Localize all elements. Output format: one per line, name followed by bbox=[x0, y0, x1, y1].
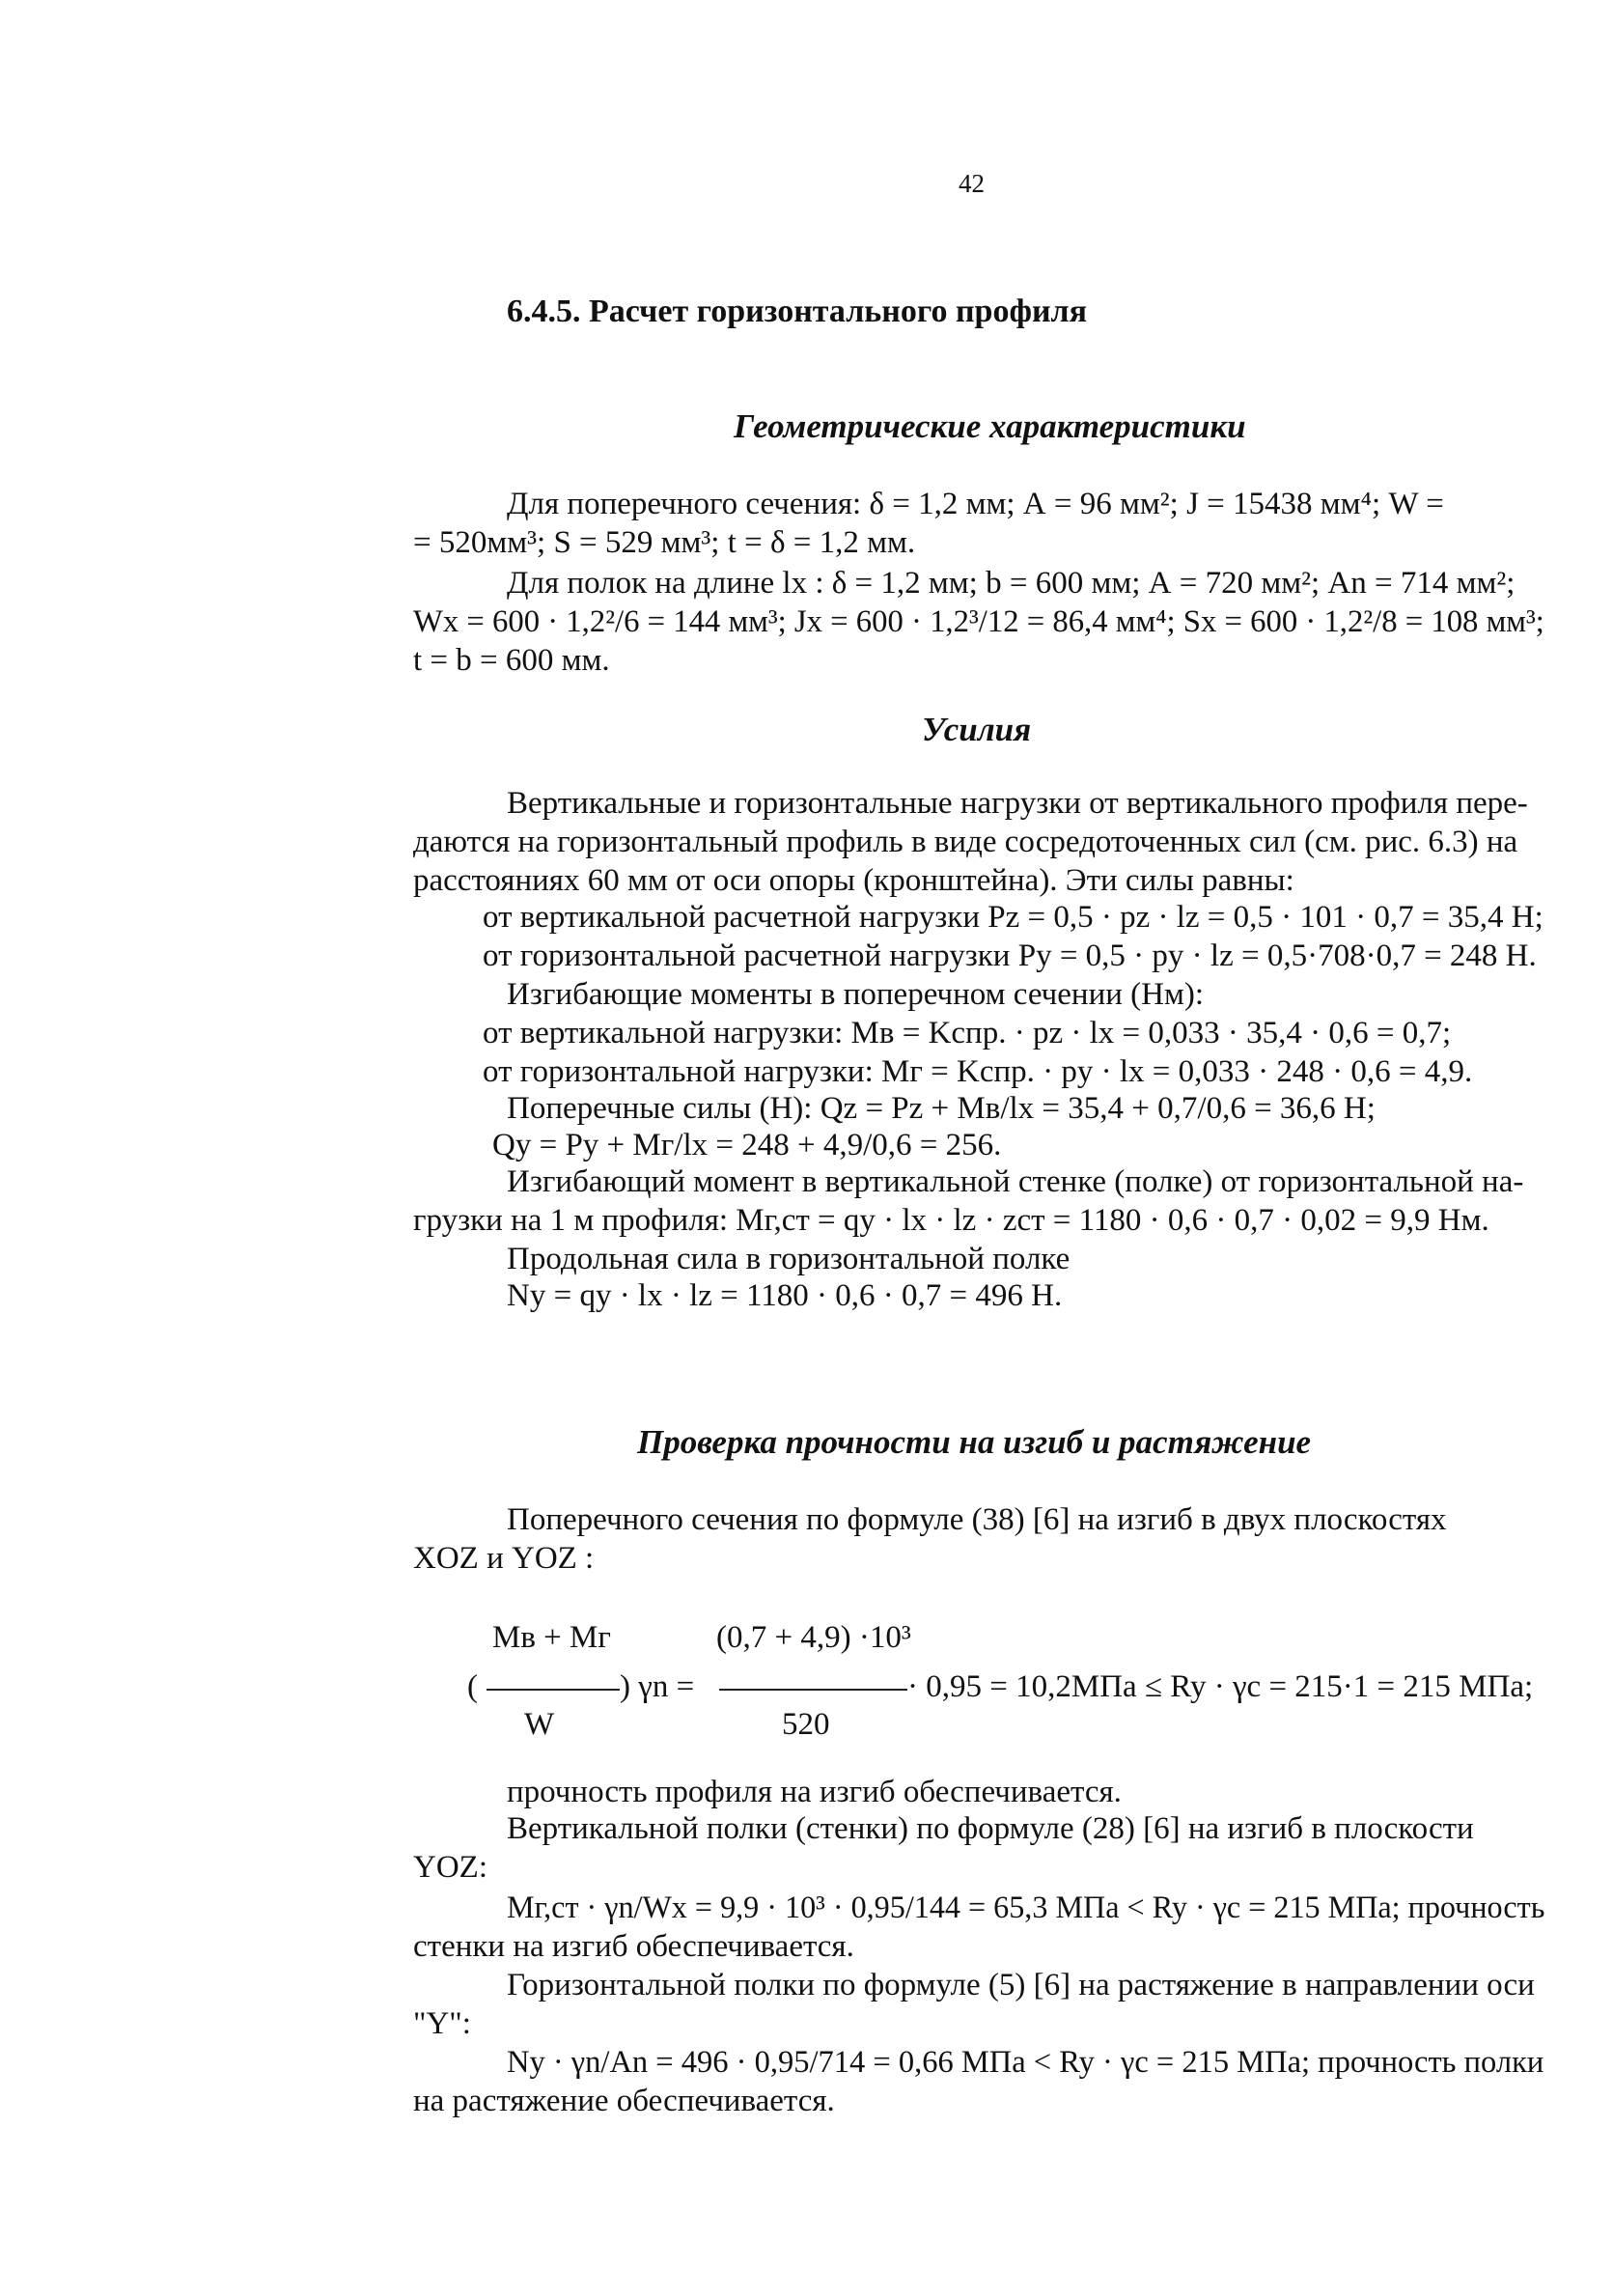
forces-line-10: Продольная сила в горизонтальной полке bbox=[507, 1242, 1071, 1276]
strength-para-11: на растяжение обеспечивается. bbox=[413, 2084, 835, 2118]
section-title: 6.4.5. Расчет горизонтального профиля bbox=[507, 294, 1088, 329]
forces-line-8: Изгибающий момент в вертикальной стенке (полке) от горизонтальной на- bbox=[507, 1164, 1524, 1199]
formula-numerator-right: (0,7 + 4,9) ·10³ bbox=[716, 1620, 911, 1655]
forces-para-2: даются на горизонтальный профиль в виде сосредоточенных сил (см. рис. 6.3) на bbox=[413, 825, 1518, 859]
formula-fraction-bar-right bbox=[719, 1689, 907, 1691]
strength-para-1: Поперечного сечения по формуле (38) [6] на изгиб в двух плоскостях bbox=[507, 1502, 1447, 1537]
strength-para-4: Вертикальной полки (стенки) по формуле (28) [6] на изгиб в плоскости bbox=[507, 1811, 1474, 1846]
geometry-line-2: = 520мм³; S = 529 мм³; t = δ = 1,2 мм. bbox=[413, 525, 916, 560]
strength-heading: Проверка прочности на изгиб и растяжение bbox=[637, 1423, 1312, 1461]
formula-paren-open: ( bbox=[467, 1669, 478, 1704]
strength-para-10: Ny · γn/Аn = 496 · 0,95/714 = 0,66 МПа < Ry · γc = 215 МПа; прочность полки bbox=[507, 2045, 1544, 2080]
forces-line-1: от вертикальной расчетной нагрузки Pz = 0,5 · pz · lz = 0,5 · 101 · 0,7 = 35,4 Н; bbox=[483, 900, 1543, 935]
strength-para-5: YOZ: bbox=[413, 1850, 487, 1885]
strength-para-7: стенки на изгиб обеспечивается. bbox=[413, 1929, 854, 1964]
formula-paren-close: ) γn = bbox=[620, 1669, 695, 1704]
geometry-line-5: t = b = 600 мм. bbox=[413, 643, 610, 678]
forces-line-6: Поперечные силы (Н): Qz = Pz + Мв/lx = 35,4 + 0,7/0,6 = 36,6 Н; bbox=[507, 1091, 1376, 1126]
formula-numerator-left: Мв + Мг bbox=[492, 1620, 611, 1655]
geometry-line-1: Для поперечного сечения: δ = 1,2 мм; А = 96 мм²; J = 15438 мм⁴; W = bbox=[507, 487, 1444, 521]
formula-denominator-right: 520 bbox=[782, 1707, 830, 1742]
forces-para-3: расстояниях 60 мм от оси опоры (кронштейна). Эти силы равны: bbox=[413, 863, 1294, 898]
forces-line-9: грузки на 1 м профиля: Мг,ст = qy · lx · lz · zст = 1180 · 0,6 · 0,7 · 0,02 = 9,9 Нм. bbox=[413, 1203, 1489, 1238]
forces-line-4: от вертикальной нагрузки: Мв = Kспр. · pz · lx = 0,033 · 35,4 · 0,6 = 0,7; bbox=[483, 1016, 1452, 1050]
strength-para-2: XOZ и YOZ : bbox=[413, 1541, 595, 1576]
geometry-line-3: Для полок на длине lx : δ = 1,2 мм; b = 600 мм; А = 720 мм²; Аn = 714 мм²; bbox=[507, 566, 1516, 601]
forces-line-5: от горизонтальной нагрузки: Мг = Kспр. · py · lx = 0,033 · 248 · 0,6 = 4,9. bbox=[483, 1054, 1473, 1089]
formula-fraction-bar-left bbox=[487, 1689, 620, 1691]
strength-para-6: Мг,ст · γn/Wx = 9,9 · 10³ · 0,95/144 = 65,3 МПа < Ry · γc = 215 МПа; прочность bbox=[507, 1890, 1545, 1925]
geometry-line-4: Wx = 600 · 1,2²/6 = 144 мм³; Jx = 600 · 1,2³/12 = 86,4 мм⁴; Sx = 600 · 1,2²/8 = 108 мм³; bbox=[413, 604, 1544, 639]
formula-result: · 0,95 = 10,2МПа ≤ Ry · γc = 215·1 = 215 МПа; bbox=[907, 1669, 1534, 1704]
forces-line-11: Ny = qy · lx · lz = 1180 · 0,6 · 0,7 = 496 Н. bbox=[507, 1278, 1063, 1313]
strength-para-3: прочность профиля на изгиб обеспечивается. bbox=[507, 1775, 1122, 1809]
page-number: 42 bbox=[959, 169, 985, 198]
forces-line-3: Изгибающие моменты в поперечном сечении (Нм): bbox=[507, 977, 1205, 1012]
forces-line-2: от горизонтальной расчетной нагрузки Py = 0,5 · py · lz = 0,5·708·0,7 = 248 Н. bbox=[483, 938, 1537, 973]
strength-para-8: Горизонтальной полки по формуле (5) [6] на растяжение в направлении оси bbox=[507, 1968, 1535, 2002]
strength-para-9: "Y": bbox=[413, 2006, 471, 2041]
forces-para-1: Вертикальные и горизонтальные нагрузки от вертикального профиля пере- bbox=[507, 786, 1528, 821]
formula-denominator-left: W bbox=[524, 1707, 555, 1742]
geometry-heading: Геометрические характеристики bbox=[734, 407, 1246, 445]
forces-heading: Усилия bbox=[922, 711, 1032, 748]
forces-line-7: Qy = Py + Мг/lx = 248 + 4,9/0,6 = 256. bbox=[492, 1128, 1002, 1162]
